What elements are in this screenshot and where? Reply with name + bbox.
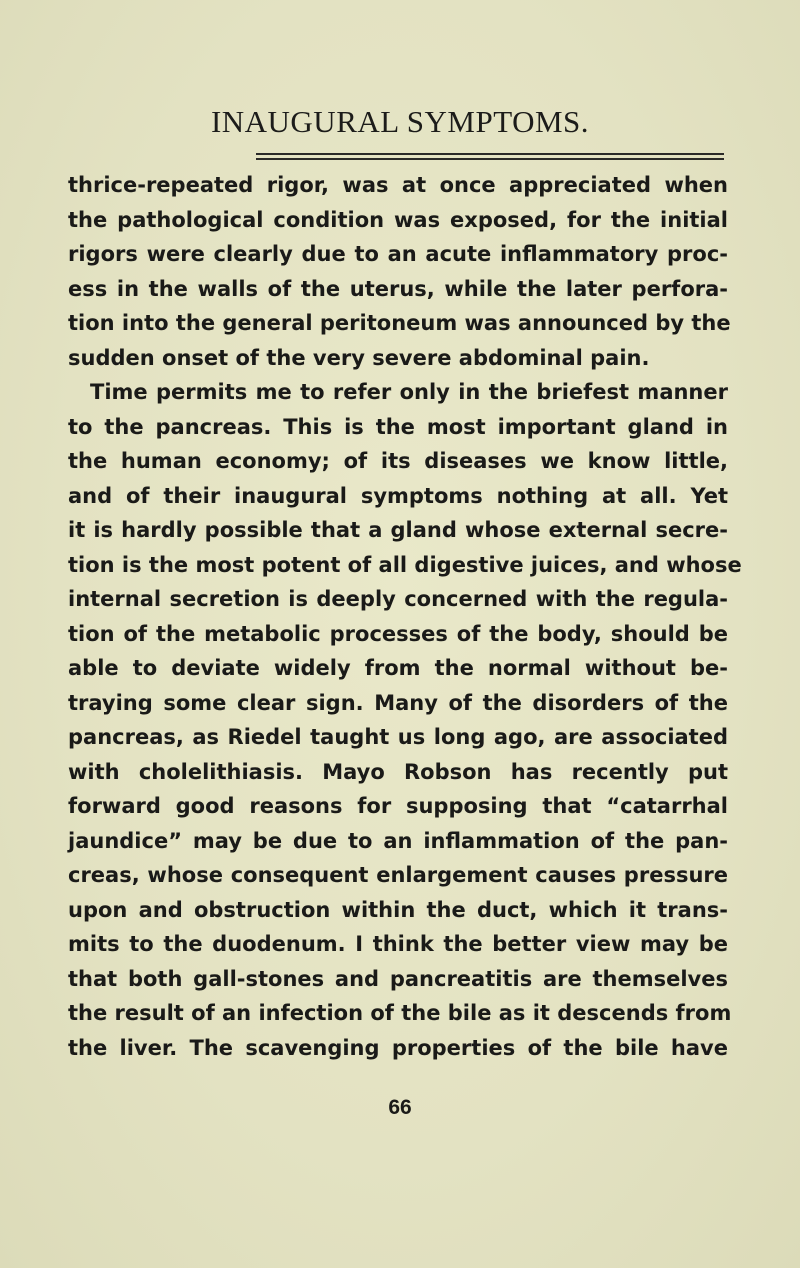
text-line-paragraph-start: Time permits me to refer only in the briefest manner	[90, 380, 728, 404]
text-line: the pathological condition was exposed, for the initial	[68, 207, 728, 232]
text-line: to the pancreas. This is the most important gland in	[68, 414, 728, 439]
text-line: upon and obstruction within the duct, which it trans-	[68, 897, 728, 922]
text-line: the result of an infection of the bile as it descends from	[68, 1001, 732, 1025]
text-line: forward good reasons for supposing that “catarrhal	[68, 794, 728, 818]
body-paragraphs	[68, 168, 742, 1065]
text-line: ess in the walls of the uterus, while the later perfora-	[68, 276, 728, 301]
text-line: with cholelithiasis. Mayo Robson has recently put	[68, 759, 728, 784]
text-line: and of their inaugural symptoms nothing at all. Yet	[68, 483, 728, 508]
header-rule-bottom	[256, 158, 724, 160]
text-line: creas, whose consequent enlargement causes pressure	[68, 863, 728, 887]
header-rule-top	[256, 153, 724, 155]
page-number: 66	[388, 1096, 412, 1119]
text-line: thrice-repeated rigor, was at once appreciated when	[68, 173, 728, 197]
text-line: the liver. The scavenging properties of the bile have	[68, 1035, 728, 1060]
text-line: sudden onset of the very severe abdominal pain.	[68, 345, 650, 370]
text-line: tion into the general peritoneum was announced by the	[68, 311, 731, 335]
text-line: rigors were clearly due to an acute inflammatory proc-	[68, 242, 728, 266]
text-line: jaundice” may be due to an inflammation of the pan-	[68, 828, 728, 853]
text-line: tion is the most potent of all digestive juices, and whose	[68, 552, 742, 577]
text-line: mits to the duodenum. I think the better view may be	[68, 932, 728, 956]
text-line: pancreas, as Riedel taught us long ago, are associated	[68, 725, 728, 749]
text-line: tion of the metabolic processes of the body, should be	[68, 621, 728, 646]
text-line: it is hardly possible that a gland whose external secre-	[68, 518, 728, 542]
text-line: that both gall-stones and pancreatitis are themselves	[68, 966, 728, 991]
running-title: INAUGURAL SYMPTOMS.	[210, 104, 590, 139]
text-line: able to deviate widely from the normal without be-	[68, 656, 728, 680]
text-line: traying some clear sign. Many of the disorders of the	[68, 690, 728, 715]
text-line: internal secretion is deeply concerned with the regula-	[68, 587, 728, 611]
text-line: the human economy; of its diseases we know little,	[68, 449, 728, 473]
